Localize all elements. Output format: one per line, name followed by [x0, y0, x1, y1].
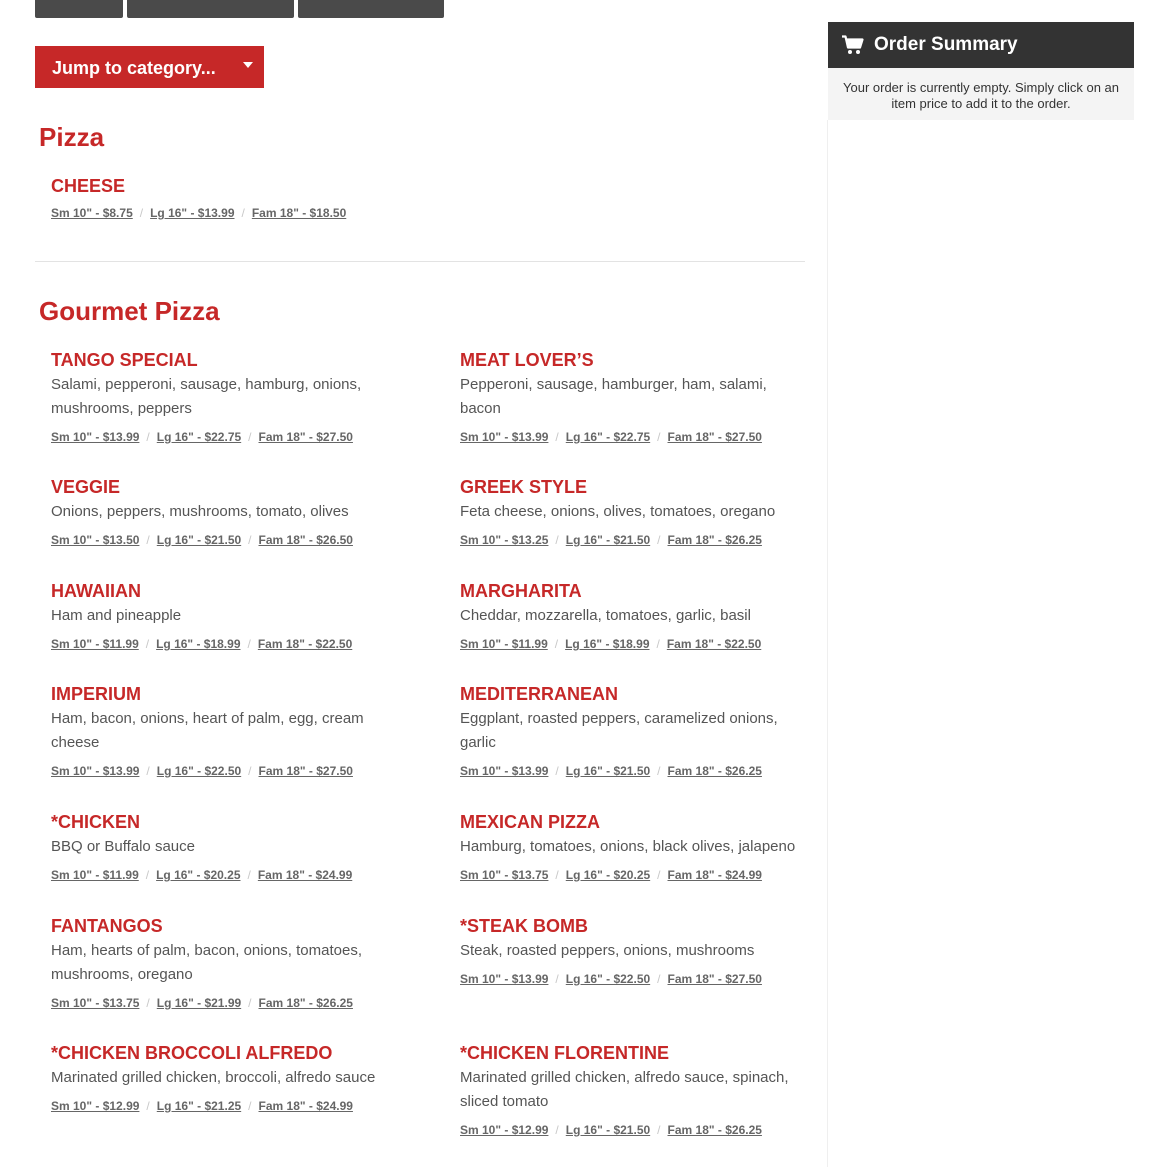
- order-summary-title: Order Summary: [874, 34, 1018, 55]
- price-separator: /: [555, 972, 559, 986]
- price-small[interactable]: Sm 10" - $8.75: [51, 206, 133, 220]
- price-separator: /: [657, 430, 661, 444]
- item-name: CHEESE: [51, 176, 126, 196]
- item-name: HAWAIIAN: [51, 581, 141, 601]
- price-small[interactable]: Sm 10" - $13.75: [460, 868, 549, 882]
- item-name: VEGGIE: [51, 477, 121, 497]
- item-name: *CHICKEN: [51, 812, 141, 832]
- item-name: *CHICKEN FLORENTINE: [460, 1043, 670, 1063]
- order-empty-message: Your order is currently empty. Simply click on an item price to add it to the order.: [828, 68, 1134, 120]
- price-separator: /: [657, 972, 661, 986]
- item-description: Marinated grilled chicken, alfredo sauce, spinach, sliced tomato: [460, 1069, 789, 1110]
- price-list: [51, 1098, 391, 1114]
- price-small[interactable]: Sm 10" - $13.99: [51, 430, 140, 444]
- price-separator: /: [241, 206, 245, 220]
- price-family[interactable]: Fam 18" - $26.25: [667, 1123, 762, 1137]
- section-title-gourmet-pizza: Gourmet Pizza: [39, 296, 220, 326]
- price-large[interactable]: Lg 16" - $18.99: [565, 637, 650, 651]
- price-small[interactable]: Sm 10" - $13.99: [460, 764, 549, 778]
- price-separator: /: [657, 533, 661, 547]
- price-small[interactable]: Sm 10" - $11.99: [51, 637, 139, 651]
- item-name: MEDITERRANEAN: [460, 684, 619, 704]
- price-separator: /: [248, 533, 252, 547]
- price-small[interactable]: Sm 10" - $12.99: [460, 1123, 549, 1137]
- price-separator: /: [555, 764, 559, 778]
- price-family[interactable]: Fam 18" - $27.50: [667, 972, 762, 986]
- price-large[interactable]: Lg 16" - $18.99: [156, 637, 241, 651]
- item-name: *CHICKEN BROCCOLI ALFREDO: [51, 1043, 333, 1063]
- top-tab-1[interactable]: [35, 0, 123, 18]
- price-family[interactable]: Fam 18" - $22.50: [666, 637, 762, 651]
- menu-item: [51, 811, 391, 883]
- price-family[interactable]: Fam 18" - $27.50: [667, 430, 762, 444]
- price-separator: /: [554, 637, 559, 651]
- price-large[interactable]: Lg 16" - $22.50: [156, 764, 242, 778]
- item-description: Cheddar, mozzarella, tomatoes, garlic, basil: [460, 607, 751, 624]
- item-description: BBQ or Buffalo sauce: [51, 838, 195, 855]
- price-separator: /: [247, 637, 251, 651]
- price-list: [51, 429, 391, 445]
- top-tab-2[interactable]: [127, 0, 294, 18]
- price-family[interactable]: Fam 18" - $24.99: [258, 1099, 353, 1113]
- price-small[interactable]: Sm 10" - $11.99: [51, 868, 139, 882]
- price-family[interactable]: Fam 18" - $27.50: [258, 764, 353, 778]
- top-tab-3[interactable]: [298, 0, 444, 18]
- price-separator: /: [657, 764, 661, 778]
- price-separator: /: [555, 1123, 559, 1137]
- item-description: Onions, peppers, mushrooms, tomato, olives: [51, 503, 349, 520]
- price-list: [460, 867, 800, 883]
- menu-item: [460, 683, 800, 779]
- price-family[interactable]: Fam 18" - $24.99: [667, 868, 762, 882]
- price-separator: /: [555, 868, 559, 882]
- price-family[interactable]: Fam 18" - $26.25: [667, 764, 762, 778]
- menu-item: [51, 476, 391, 548]
- price-separator: /: [146, 1099, 150, 1113]
- price-separator: /: [145, 868, 150, 882]
- price-separator: /: [248, 996, 252, 1010]
- item-name: MEXICAN PIZZA: [460, 812, 601, 832]
- price-family[interactable]: Fam 18" - $22.50: [257, 637, 353, 651]
- menu-item: [51, 580, 391, 652]
- price-large[interactable]: Lg 16" - $22.75: [156, 430, 242, 444]
- order-summary-panel: [828, 22, 1134, 120]
- item-description: Eggplant, roasted peppers, caramelized onions, garlic: [460, 710, 778, 751]
- price-separator: /: [146, 430, 150, 444]
- jump-to-category-select[interactable]: [35, 46, 264, 88]
- menu-item: [51, 1042, 391, 1114]
- price-small[interactable]: Sm 10" - $13.99: [51, 764, 140, 778]
- price-list: [460, 971, 800, 987]
- price-list: [460, 532, 800, 548]
- price-family[interactable]: Fam 18" - $26.25: [258, 996, 353, 1010]
- menu-item: [460, 580, 800, 652]
- item-name: GREEK STYLE: [460, 477, 588, 497]
- item-name: TANGO SPECIAL: [51, 350, 198, 370]
- price-large[interactable]: Lg 16" - $13.99: [150, 206, 235, 220]
- price-separator: /: [657, 1123, 661, 1137]
- menu-item: [460, 811, 800, 883]
- section-divider: [35, 261, 805, 262]
- price-separator: /: [139, 206, 144, 220]
- price-separator: /: [555, 430, 559, 444]
- price-large[interactable]: Lg 16" - $20.25: [565, 868, 651, 882]
- section-title-pizza: Pizza: [39, 122, 105, 152]
- price-large[interactable]: Lg 16" - $20.25: [156, 868, 241, 882]
- item-description: Ham, hearts of palm, bacon, onions, tomatoes, mushrooms, oregano: [51, 942, 362, 983]
- price-large[interactable]: Lg 16" - $21.99: [156, 996, 242, 1010]
- item-description: Marinated grilled chicken, broccoli, alfredo sauce: [51, 1069, 376, 1086]
- menu-item: [460, 915, 800, 987]
- item-name: MARGHARITA: [460, 581, 582, 601]
- item-name: *STEAK BOMB: [460, 916, 589, 936]
- price-large[interactable]: Lg 16" - $21.50: [156, 533, 242, 547]
- price-small[interactable]: Sm 10" - $13.25: [460, 533, 549, 547]
- item-description: Pepperoni, sausage, hamburger, ham, salami, bacon: [460, 376, 767, 417]
- price-separator: /: [555, 533, 559, 547]
- price-separator: /: [248, 1099, 252, 1113]
- item-name: FANTANGOS: [51, 916, 163, 936]
- price-family[interactable]: Fam 18" - $18.50: [251, 206, 347, 220]
- price-large[interactable]: Lg 16" - $21.50: [565, 533, 651, 547]
- price-family[interactable]: Fam 18" - $24.99: [257, 868, 353, 882]
- price-family[interactable]: Fam 18" - $26.25: [667, 533, 762, 547]
- menu-item: [51, 915, 391, 1011]
- price-separator: /: [146, 764, 150, 778]
- price-separator: /: [657, 868, 661, 882]
- item-name: IMPERIUM: [51, 684, 141, 704]
- price-small[interactable]: Sm 10" - $13.75: [51, 996, 140, 1010]
- shopping-cart-icon: [842, 35, 864, 55]
- price-small[interactable]: Sm 10" - $13.50: [51, 533, 140, 547]
- price-small[interactable]: Sm 10" - $13.99: [460, 430, 549, 444]
- item-description: Steak, roasted peppers, onions, mushrooms: [460, 942, 755, 959]
- price-large[interactable]: Lg 16" - $22.50: [565, 972, 651, 986]
- price-list: [460, 429, 800, 445]
- jump-to-category-label: Jump to category...: [52, 58, 216, 78]
- price-list: [51, 636, 391, 652]
- price-small[interactable]: Sm 10" - $11.99: [460, 637, 548, 651]
- item-name: MEAT LOVER’S: [460, 350, 594, 370]
- item-description: Hamburg, tomatoes, onions, black olives, jalapeno: [460, 838, 796, 855]
- price-separator: /: [145, 637, 150, 651]
- price-list: [51, 763, 391, 779]
- price-separator: /: [248, 430, 252, 444]
- price-family[interactable]: Fam 18" - $27.50: [258, 430, 353, 444]
- menu-item: [51, 175, 391, 221]
- sidebar-divider: [827, 120, 828, 1167]
- item-description: Salami, pepperoni, sausage, hamburg, onions, mushrooms, peppers: [51, 376, 362, 417]
- menu-item: [460, 1042, 800, 1138]
- item-description: Feta cheese, onions, olives, tomatoes, oregano: [460, 503, 776, 520]
- price-separator: /: [247, 868, 251, 882]
- price-list: [51, 205, 391, 221]
- price-large[interactable]: Lg 16" - $22.75: [565, 430, 651, 444]
- item-description: Ham, bacon, onions, heart of palm, egg, cream cheese: [51, 710, 364, 751]
- order-summary-header: [828, 22, 1134, 68]
- price-large[interactable]: Lg 16" - $21.50: [565, 1123, 651, 1137]
- menu-item: [460, 476, 800, 548]
- price-separator: /: [146, 533, 150, 547]
- menu-item: [460, 349, 800, 445]
- price-list: [51, 532, 391, 548]
- item-description: Ham and pineapple: [51, 607, 182, 624]
- price-separator: /: [248, 764, 252, 778]
- price-small[interactable]: Sm 10" - $13.99: [460, 972, 549, 986]
- price-small[interactable]: Sm 10" - $12.99: [51, 1099, 140, 1113]
- caret-down-icon: [243, 62, 253, 68]
- price-separator: /: [146, 996, 150, 1010]
- price-list: [460, 1122, 800, 1138]
- price-family[interactable]: Fam 18" - $26.50: [258, 533, 353, 547]
- price-large[interactable]: Lg 16" - $21.25: [156, 1099, 242, 1113]
- price-list: [460, 763, 800, 779]
- price-list: [460, 636, 800, 652]
- price-separator: /: [656, 637, 660, 651]
- menu-item: [51, 683, 391, 779]
- menu-item: [51, 349, 391, 445]
- price-list: [51, 995, 391, 1011]
- price-list: [51, 867, 391, 883]
- price-large[interactable]: Lg 16" - $21.50: [565, 764, 651, 778]
